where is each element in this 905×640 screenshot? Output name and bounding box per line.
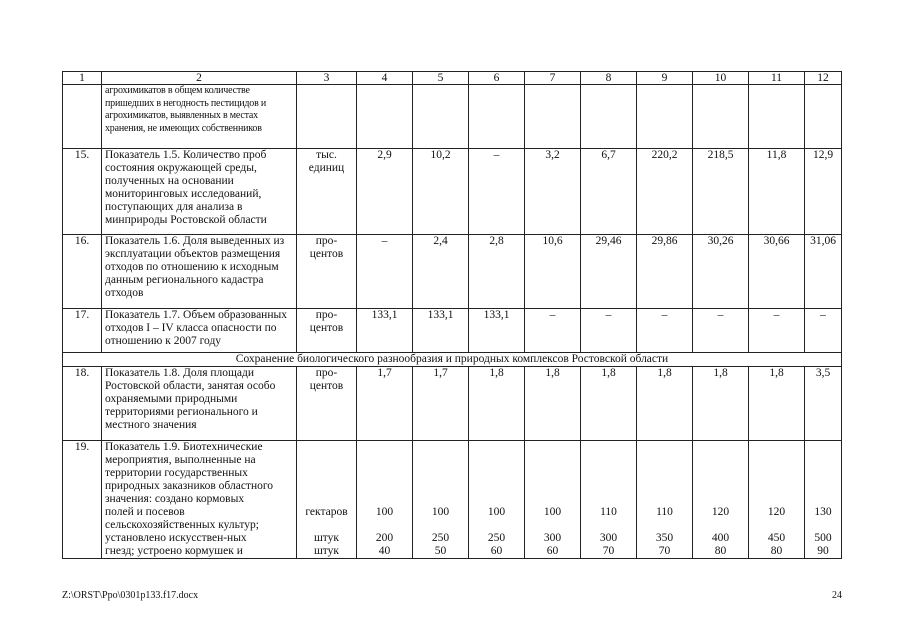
table-row	[63, 309, 842, 353]
value-cell: –	[637, 309, 693, 353]
value-cell: –	[749, 309, 805, 353]
row-number: 16.	[63, 235, 102, 309]
row-number: 18.	[63, 367, 102, 441]
value-cell: 1,8	[525, 367, 581, 441]
header-cell: 12	[805, 72, 842, 85]
description-line: сельскохозяйственных культур;	[105, 519, 259, 531]
table-row	[63, 441, 842, 559]
value-cell: 133,1	[469, 309, 525, 353]
table-row	[63, 367, 842, 441]
value-cell: 10,2	[413, 149, 469, 235]
header-cell: 9	[637, 72, 693, 85]
header-cell: 7	[525, 72, 581, 85]
row-unit: про-центов	[297, 309, 357, 353]
value-cell: 110 300 70	[581, 441, 637, 559]
section-title: Сохранение биологического разнообразия и природных комплексов Ростовской области	[63, 353, 842, 367]
value-cell: 30,26	[693, 235, 749, 309]
value-cell: 1,7	[357, 367, 413, 441]
value-cell: 2,8	[469, 235, 525, 309]
row-unit: про-центов	[297, 367, 357, 441]
value-cell: 100 300 60	[525, 441, 581, 559]
unit-line: гектаров	[305, 506, 348, 518]
value-cell: 220,2	[637, 149, 693, 235]
value-cell: 1,8	[469, 367, 525, 441]
footer-page-number: 24	[832, 590, 842, 601]
value-cell: 1,8	[581, 367, 637, 441]
value-cell: 100 200 40	[357, 441, 413, 559]
value-cell: 29,86	[637, 235, 693, 309]
header-cell: 2	[102, 72, 297, 85]
row-unit: про-центов	[297, 235, 357, 309]
footer-file-path: Z:\ORST\Ppo\0301p133.f17.docx	[62, 590, 199, 601]
description-line: полей и посевов	[105, 506, 185, 518]
value-cell: 12,9	[805, 149, 842, 235]
row-unit: тыс. единиц	[297, 149, 357, 235]
value-cell: 2,9	[357, 149, 413, 235]
unit-line: штук	[313, 545, 340, 557]
value-cell: 3,2	[525, 149, 581, 235]
value-cell: 133,1	[357, 309, 413, 353]
value-cell: –	[693, 309, 749, 353]
value-cell: 1,8	[693, 367, 749, 441]
header-cell: 11	[749, 72, 805, 85]
value-cell: 133,1	[413, 309, 469, 353]
value-cell: 11,8	[749, 149, 805, 235]
value-cell: 10,6	[525, 235, 581, 309]
description-line: установлено искусствен-ных	[105, 532, 247, 544]
value-cell: 3,5	[805, 367, 842, 441]
value-cell: 30,66	[749, 235, 805, 309]
row-number: 15.	[63, 149, 102, 235]
row-description: агрохимикатов в общем количестве пришедших в негодность пестицидов и агрохимикатов, выявленных в местах хранения, не имеющих собственников	[102, 85, 297, 149]
value-cell: –	[581, 309, 637, 353]
header-cell: 10	[693, 72, 749, 85]
value-cell: 130 500 90	[805, 441, 842, 559]
section-row	[63, 353, 842, 367]
row-description: Показатель 1.5. Количество проб состояния окружающей среды, полученных на основании мониторинговых исследований, поступающих для анализа в минприроды Ростовской области	[102, 149, 297, 235]
value-cell: –	[469, 149, 525, 235]
value-cell: 6,7	[581, 149, 637, 235]
value-cell: 120 400 80	[693, 441, 749, 559]
header-cell: 8	[581, 72, 637, 85]
row-description: Показатель 1.6. Доля выведенных из эксплуатации объектов размещения отходов по отношению к исходным данным регионального кадастра отходов	[102, 235, 297, 309]
header-cell: 3	[297, 72, 357, 85]
description-line: мероприятия, выполненные на	[105, 454, 256, 466]
value-cell: 2,4	[413, 235, 469, 309]
header-cell: 4	[357, 72, 413, 85]
value-cell: 1,8	[637, 367, 693, 441]
header-cell: 1	[63, 72, 102, 85]
value-cell: 100 250 50	[413, 441, 469, 559]
description-line: территории государственных	[105, 467, 248, 479]
value-cell: –	[357, 235, 413, 309]
unit-line: штук	[313, 532, 340, 544]
table-row	[63, 235, 842, 309]
table-row	[63, 149, 842, 235]
row-number: 19.	[63, 441, 102, 559]
row-description: Показатель 1.8. Доля площади Ростовской области, занятая особо охраняемыми природными территориями регионального и местного значения	[102, 367, 297, 441]
table-row	[63, 85, 842, 149]
value-cell: 110 350 70	[637, 441, 693, 559]
value-cell: 1,7	[413, 367, 469, 441]
description-line: природных заказников областного	[105, 480, 274, 492]
row-number: 17.	[63, 309, 102, 353]
description-line: гнезд; устроено кормушек и	[105, 545, 243, 557]
value-cell: 100 250 60	[469, 441, 525, 559]
value-cell: 1,8	[749, 367, 805, 441]
value-cell: 218,5	[693, 149, 749, 235]
value-cell: 120 450 80	[749, 441, 805, 559]
description-line: Показатель 1.9. Биотехнические	[105, 441, 263, 453]
value-cell: 29,46	[581, 235, 637, 309]
value-cell: 31,06	[805, 235, 842, 309]
header-cell: 5	[413, 72, 469, 85]
row-description	[102, 441, 297, 559]
header-cell: 6	[469, 72, 525, 85]
indicators-table	[62, 71, 842, 559]
row-unit	[297, 441, 357, 559]
row-description: Показатель 1.7. Объем образованных отходов I – IV класса опасности по отношению к 2007 году	[102, 309, 297, 353]
table-header-row	[63, 72, 842, 85]
description-line: значения: создано кормовых	[105, 493, 245, 505]
value-cell: –	[525, 309, 581, 353]
value-cell: –	[805, 309, 842, 353]
